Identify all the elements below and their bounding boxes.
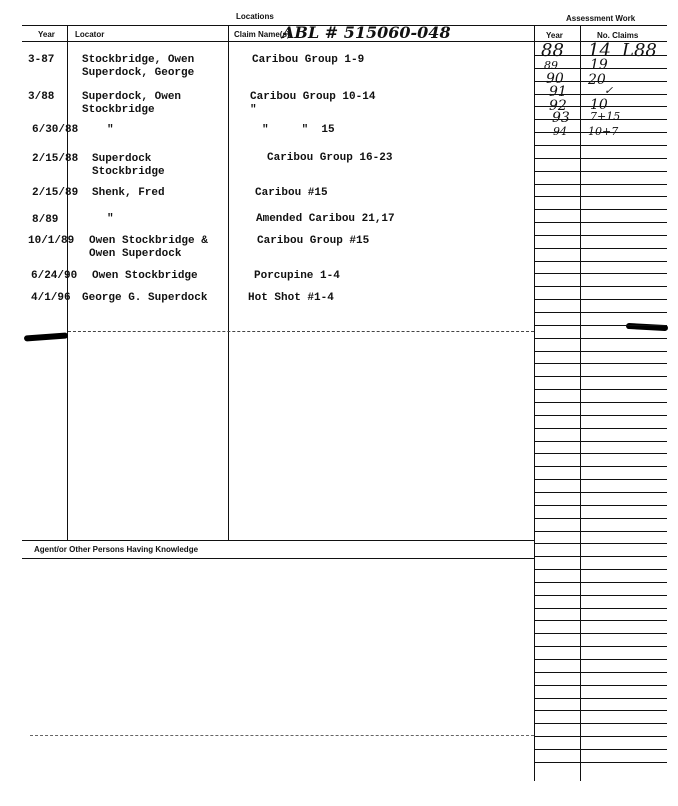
location-locator: " [107,213,114,225]
location-year: 2/15/88 [32,153,79,165]
assessment-rule-line [534,646,667,647]
location-locator: " [107,124,114,136]
claim-column-divider [228,25,229,540]
assessment-rule-line [534,376,667,377]
assessment-rule-line [534,273,667,274]
location-locator: Stockbridge, Owen Superdock, George [82,54,195,79]
assessment-rule-line [534,158,667,159]
assessment-rule-line [534,389,667,390]
assessment-claims: 7+15 [590,110,621,123]
assessment-rule-line [534,325,667,326]
assessment-rule-line [534,736,667,737]
assessment-claims: 14 [588,40,611,61]
location-year: 3/88 [28,91,55,103]
location-claim: Caribou #15 [255,187,328,199]
assessment-rule-line [534,441,667,442]
dashed-separator [68,331,534,332]
assessment-rule-line [534,235,667,236]
assessment-rule-line [534,633,667,634]
assessment-rule-line [534,171,667,172]
assessment-rule-line [534,723,667,724]
assessment-rule-line [534,582,667,583]
agent-section-header-rule [22,558,534,559]
assessment-rule-line [534,518,667,519]
marker-stroke-left [24,332,68,341]
assessment-rule-line [534,505,667,506]
assessment-rule-line [534,710,667,711]
assessment-claims: 10+7 [588,125,619,138]
location-year: 6/30/88 [32,124,79,136]
assessment-rule-line [534,492,667,493]
assessment-year: 90 [546,71,564,87]
assessment-rule-line [534,659,667,660]
assessment-rule-line [534,543,667,544]
locations-title: Locations [236,12,274,21]
location-locator: Superdock Stockbridge [92,153,165,178]
location-locator: Shenk, Fred [92,187,165,199]
assessment-claims: 19 [590,57,608,73]
location-claim: Amended Caribou 21,17 [256,213,395,225]
assessment-rule-line [534,453,667,454]
assessment-left-border [534,25,535,781]
assessment-rule-line [534,749,667,750]
location-year: 3-87 [28,54,55,66]
assessment-year: 88 [541,40,564,61]
assessment-rule-line [534,363,667,364]
assessment-rule-line [534,415,667,416]
assessment-claims: 10 [590,97,608,113]
assessment-rule-line [534,261,667,262]
location-locator: Owen Stockbridge [92,270,198,282]
col-header-claim-names: Claim Name(s) [234,30,290,39]
location-claim: Hot Shot #1-4 [248,292,334,304]
assessment-year: 93 [552,110,570,126]
assessment-rule-line [534,698,667,699]
assessment-rule-line [534,248,667,249]
location-locator: Superdock, Owen Stockbridge [82,91,182,116]
assessment-year: 89 [544,59,558,72]
assessment-year: 94 [553,125,567,138]
assessment-rule-line [534,351,667,352]
assessment-rule-line [534,531,667,532]
location-locator: George G. Superdock [82,292,208,304]
assessment-year: 91 [549,84,567,100]
agent-section-top-rule [22,540,534,541]
assessment-rule-line [534,286,667,287]
assessment-rule-line [534,428,667,429]
assessment-rule-line [534,608,667,609]
location-year: 6/24/90 [31,270,78,282]
location-claim: Caribou Group 1-9 [252,54,365,66]
assessment-rule-line [534,299,667,300]
assessment-rule-line [534,312,667,313]
assessment-rule-line [534,338,667,339]
assessment-claims: ✓ [604,84,614,97]
assessment-rule-line [534,466,667,467]
assessment-rule-line [534,595,667,596]
assessment-rule-line [534,479,667,480]
location-claim: Caribou Group #15 [257,235,370,247]
location-claim: " " 15 [262,124,335,136]
agent-section-label: Agent/or Other Persons Having Knowledge [34,545,199,554]
location-year: 10/1/89 [28,235,75,247]
col-header-year: Year [38,30,55,39]
assessment-year: 92 [549,98,567,114]
location-locator: Owen Stockbridge & Owen Superdock [89,235,208,260]
assessment-work-title: Assessment Work [566,14,636,23]
assessment-rule-line [534,184,667,185]
assessment-rule-line [534,402,667,403]
assessment-rule-line [534,569,667,570]
assessment-extra-note: L88 [622,40,657,61]
assessment-rule-line [534,196,667,197]
location-claim: Caribou Group 10-14 " [250,91,376,116]
handwritten-claim-reference: ABL # 515060-048 [282,23,451,42]
col-header-assessment-year: Year [546,31,563,40]
assessment-claims: 20 [588,72,606,88]
assessment-rule-line [534,222,667,223]
col-header-no-claims: No. Claims [597,31,639,40]
col-header-locator: Locator [75,30,105,39]
assessment-rule-line [534,685,667,686]
assessment-rule-line [534,762,667,763]
location-year: 4/1/96 [31,292,71,304]
location-year: 8/89 [32,214,59,226]
assessment-rule-line [534,556,667,557]
assessment-rule-line [534,672,667,673]
assessment-mid-divider [580,25,581,781]
assessment-rule-line [534,620,667,621]
assessment-rule-line [534,145,667,146]
assessment-rule-line [534,209,667,210]
location-year: 2/15/89 [32,187,79,199]
bottom-dashed-line [30,735,534,736]
location-claim: Porcupine 1-4 [254,270,340,282]
location-claim: Caribou Group 16-23 [267,152,393,164]
